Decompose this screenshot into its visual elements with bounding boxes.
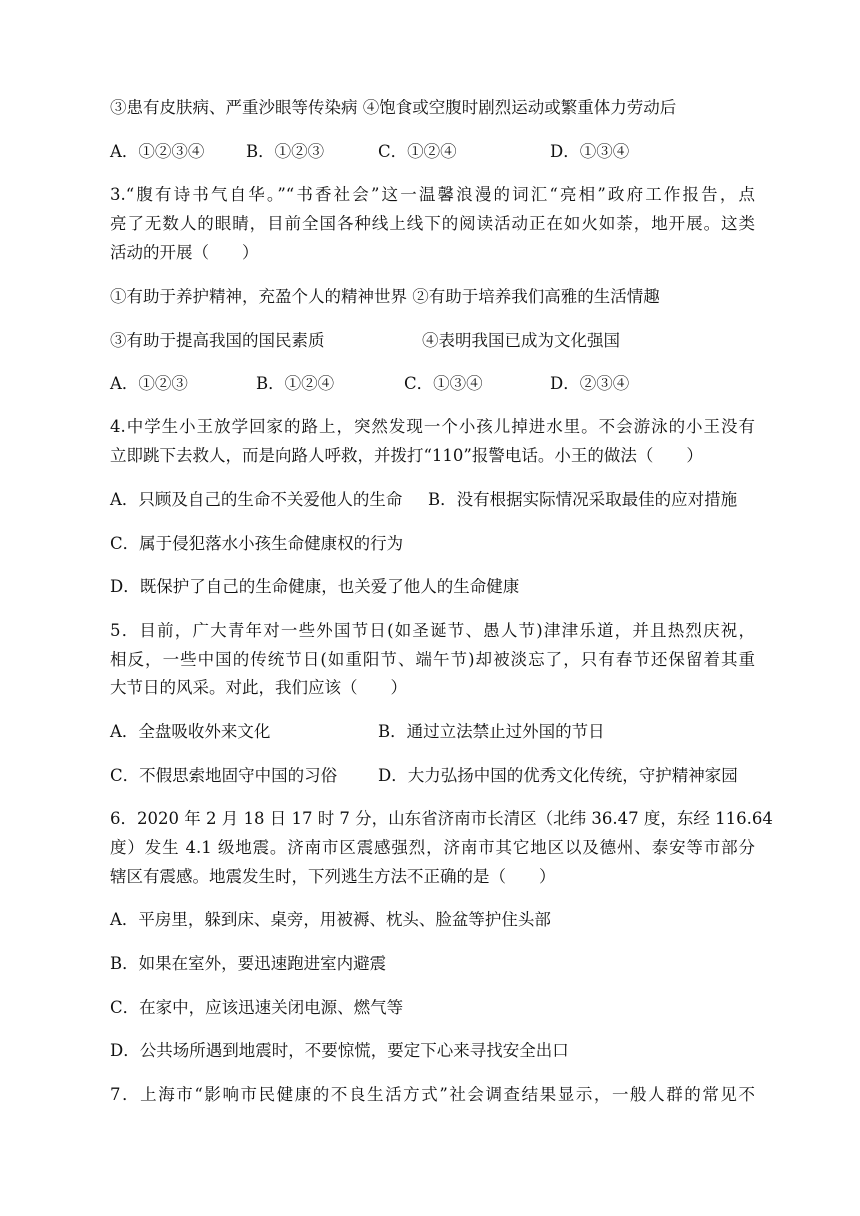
q4-option-b[interactable]: B．没有根据实际情况采取最佳的应对措施 <box>428 490 738 509</box>
q5-stem-line-3: 大节日的风采。对此，我们应该（ ） <box>110 678 407 697</box>
q2-option-a[interactable]: A．①②③④ <box>110 142 205 161</box>
q4-stem-line-2: 立即跳下去救人，而是向路人呼救，并拨打“110”报警电话。小王的做法（ ） <box>110 446 703 465</box>
q3-item-3: ③有助于提高我国的国民素质 <box>110 331 325 350</box>
q3-option-c[interactable]: C．①③④ <box>404 374 483 393</box>
q6-stem-line-2: 度）发生 4.1 级地震。济南市区震感强烈，济南市其它地区以及德州、泰安等市部分 <box>110 838 755 857</box>
q5-stem-line-2: 相反，一些中国的传统节日(如重阳节、端午节)却被淡忘了，只有春节还保留着其重 <box>110 650 755 669</box>
q3-items-line-1: ①有助于养护精神，充盈个人的精神世界 ②有助于培养我们高雅的生活情趣 <box>110 287 660 306</box>
q6-option-c[interactable]: C．在家中，应该迅速关闭电源、燃气等 <box>110 998 404 1017</box>
q4-option-c[interactable]: C．属于侵犯落水小孩生命健康权的行为 <box>110 534 404 553</box>
q4-options-ab <box>110 489 755 511</box>
q6-stem-line-1: 6．2020 年 2 月 18 日 17 时 7 分，山东省济南市长清区（北纬 36.47 度，东经 116.64 <box>110 809 773 828</box>
q4-option-d[interactable]: D．既保护了自己的生命健康，也关爱了他人的生命健康 <box>110 577 520 596</box>
q6-option-d[interactable]: D．公共场所遇到地震时，不要惊慌，要定下心来寻找安全出口 <box>110 1041 569 1060</box>
q5-option-c[interactable]: C．不假思索地固守中国的习俗 <box>110 766 338 785</box>
q3-items-line-2 <box>110 330 755 352</box>
q3-option-d[interactable]: D．②③④ <box>550 374 630 393</box>
q2-option-c[interactable]: C．①②④ <box>378 142 457 161</box>
q6-stem-line-3: 辖区有震感。地震发生时，下列逃生方法不正确的是（ ） <box>110 867 556 886</box>
q5-option-b[interactable]: B．通过立法禁止过外国的节日 <box>378 722 605 741</box>
q5-options-ab <box>110 721 755 743</box>
q3-options <box>110 373 755 395</box>
q3-stem-line-2: 亮了无数人的眼睛，目前全国各种线上线下的阅读活动正在如火如荼，地开展。这类 <box>110 214 755 233</box>
q2-option-d[interactable]: D．①③④ <box>550 142 630 161</box>
q5-stem-line-1: 5．目前，广大青年对一些外国节日(如圣诞节、愚人节)津津乐道，并且热烈庆祝， <box>110 621 755 640</box>
q2-option-b[interactable]: B．①②③ <box>246 142 325 161</box>
q2-item-line: ③患有皮肤病、严重沙眼等传染病 ④饱食或空腹时剧烈运动或繁重体力劳动后 <box>110 98 677 117</box>
q4-stem-line-1: 4.中学生小王放学回家的路上，突然发现一个小孩儿掉进水里。不会游泳的小王没有 <box>110 417 755 436</box>
q7-stem-line-1: 7．上海市“影响市民健康的不良生活方式”社会调查结果显示，一般人群的常见不 <box>110 1085 755 1104</box>
q6-option-b[interactable]: B．如果在室外，要迅速跑进室内避震 <box>110 954 387 973</box>
q5-option-a[interactable]: A．全盘吸收外来文化 <box>110 722 271 741</box>
q5-option-d[interactable]: D．大力弘扬中国的优秀文化传统，守护精神家园 <box>378 766 738 785</box>
q2-options <box>110 141 755 163</box>
q3-item-4: ④表明我国已成为文化强国 <box>422 331 620 350</box>
q5-options-cd <box>110 765 755 787</box>
q4-option-a[interactable]: A．只顾及自己的生命不关爱他人的生命 <box>110 490 403 509</box>
q3-stem-line-1: 3.“腹有诗书气自华。”“书香社会”这一温馨浪漫的词汇“亮相”政府工作报告，点 <box>110 185 755 204</box>
q3-option-b[interactable]: B．①②④ <box>256 374 335 393</box>
q3-option-a[interactable]: A．①②③ <box>110 374 188 393</box>
q3-stem-line-3: 活动的开展（ ） <box>110 243 259 262</box>
q6-option-a[interactable]: A．平房里，躲到床、桌旁，用被褥、枕头、脸盆等护住头部 <box>110 910 551 929</box>
